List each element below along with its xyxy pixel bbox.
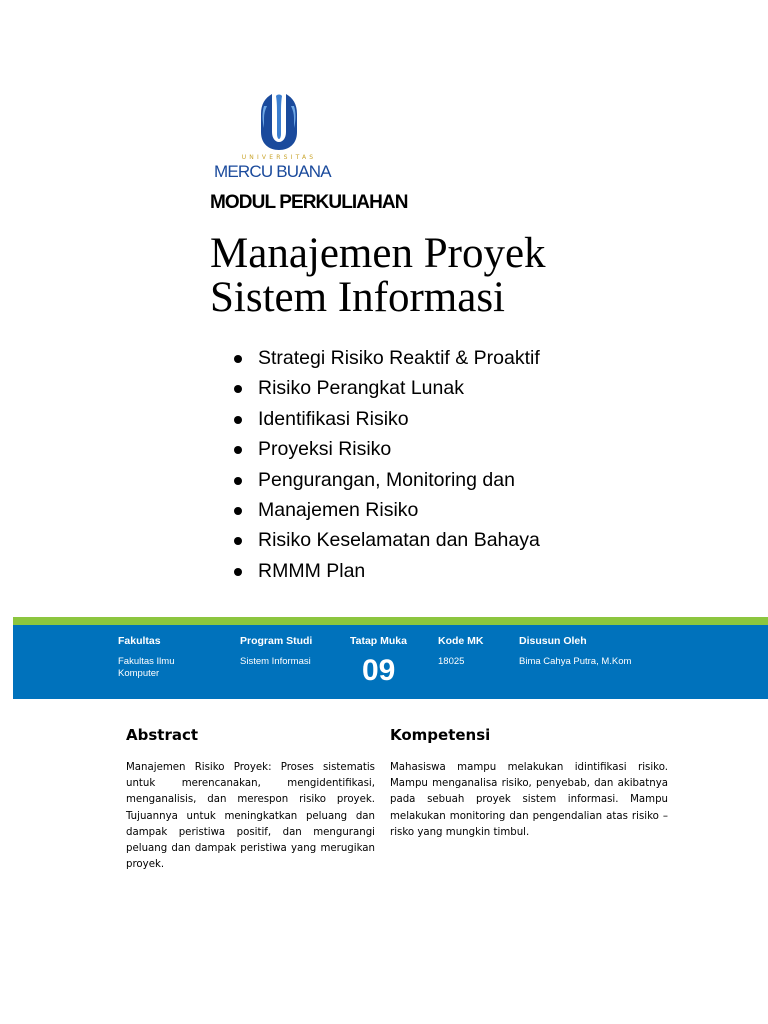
topic-label: Risiko Keselamatan dan Bahaya bbox=[258, 529, 540, 552]
bullet-icon bbox=[234, 507, 242, 515]
topic-item bbox=[234, 373, 540, 403]
topic-label: Risiko Perangkat Lunak bbox=[258, 377, 464, 400]
fakultas-label: Fakultas bbox=[118, 635, 161, 647]
disusun-oleh-label: Disusun Oleh bbox=[519, 635, 587, 647]
bullet-icon bbox=[234, 385, 242, 393]
topic-label: Identifikasi Risiko bbox=[258, 407, 409, 430]
topic-item bbox=[234, 556, 540, 586]
topic-item bbox=[234, 404, 540, 434]
logo-university-label: UNIVERSITAS bbox=[241, 154, 317, 161]
bullet-icon bbox=[234, 568, 242, 576]
abstract-text: Manajemen Risiko Proyek: Proses sistematis untuk merencanakan, mengidentifikasi, menganalisis, dan merespon risiko proyek. Tujuannya untuk meningkatkan peluang dan dampak peristiwa positif, dan mengurangi peluang dan dampak peristiwa yang merugikan proyek. bbox=[126, 762, 375, 871]
topic-label: Manajemen Risiko bbox=[258, 499, 419, 522]
topic-item bbox=[234, 495, 540, 525]
topic-item bbox=[234, 465, 540, 495]
kompetensi-text: Mahasiswa mampu melakukan idintifikasi risiko. Mampu menganalisa risiko, penyebab, dan akibatnya pada sebuah proyek sistem informasi. Mampu melakukan monitoring dan pengendalian atas risiko – risko yang mungkin timbul. bbox=[390, 762, 668, 838]
page-title bbox=[210, 232, 546, 320]
module-label: MODUL PERKULIAHAN bbox=[210, 192, 408, 213]
fakultas-value bbox=[118, 656, 175, 680]
bullet-icon bbox=[234, 477, 242, 485]
bullet-icon bbox=[234, 446, 242, 454]
abstract-heading: Abstract bbox=[126, 726, 199, 744]
accent-bar bbox=[13, 617, 768, 625]
topic-label: Strategi Risiko Reaktif & Proaktif bbox=[258, 347, 540, 369]
disusun-oleh-value: Bima Cahya Putra, M.Kom bbox=[519, 656, 632, 667]
tatap-muka-label: Tatap Muka bbox=[350, 635, 407, 647]
program-studi-value: Sistem Informasi bbox=[240, 656, 311, 667]
logo-university-name: MERCU BUANA bbox=[214, 162, 331, 181]
university-logo bbox=[210, 88, 348, 184]
fakultas-value-line-2: Komputer bbox=[118, 668, 160, 679]
tatap-muka-value: 09 bbox=[362, 654, 396, 687]
mercu-buana-emblem-icon bbox=[256, 92, 302, 152]
bullet-icon bbox=[234, 416, 242, 424]
topic-item bbox=[234, 434, 540, 464]
bullet-icon bbox=[234, 355, 242, 363]
title-line-2: Sistem Informasi bbox=[210, 274, 505, 321]
kode-mk-label: Kode MK bbox=[438, 635, 484, 647]
topic-label: Pengurangan, Monitoring dan bbox=[258, 468, 515, 491]
topic-item bbox=[234, 525, 540, 555]
topic-list bbox=[234, 343, 540, 586]
topic-item bbox=[234, 343, 540, 373]
course-info-band bbox=[13, 625, 768, 699]
topic-label: RMMM Plan bbox=[258, 559, 366, 582]
program-studi-label: Program Studi bbox=[240, 635, 313, 647]
title-line-1: Manajemen Proyek bbox=[210, 230, 546, 277]
topic-label: Proyeksi Risiko bbox=[258, 438, 392, 461]
bullet-icon bbox=[234, 537, 242, 545]
kode-mk-value: 18025 bbox=[438, 656, 465, 667]
fakultas-value-line-1: Fakultas Ilmu bbox=[118, 656, 175, 667]
kompetensi-heading: Kompetensi bbox=[390, 726, 491, 744]
